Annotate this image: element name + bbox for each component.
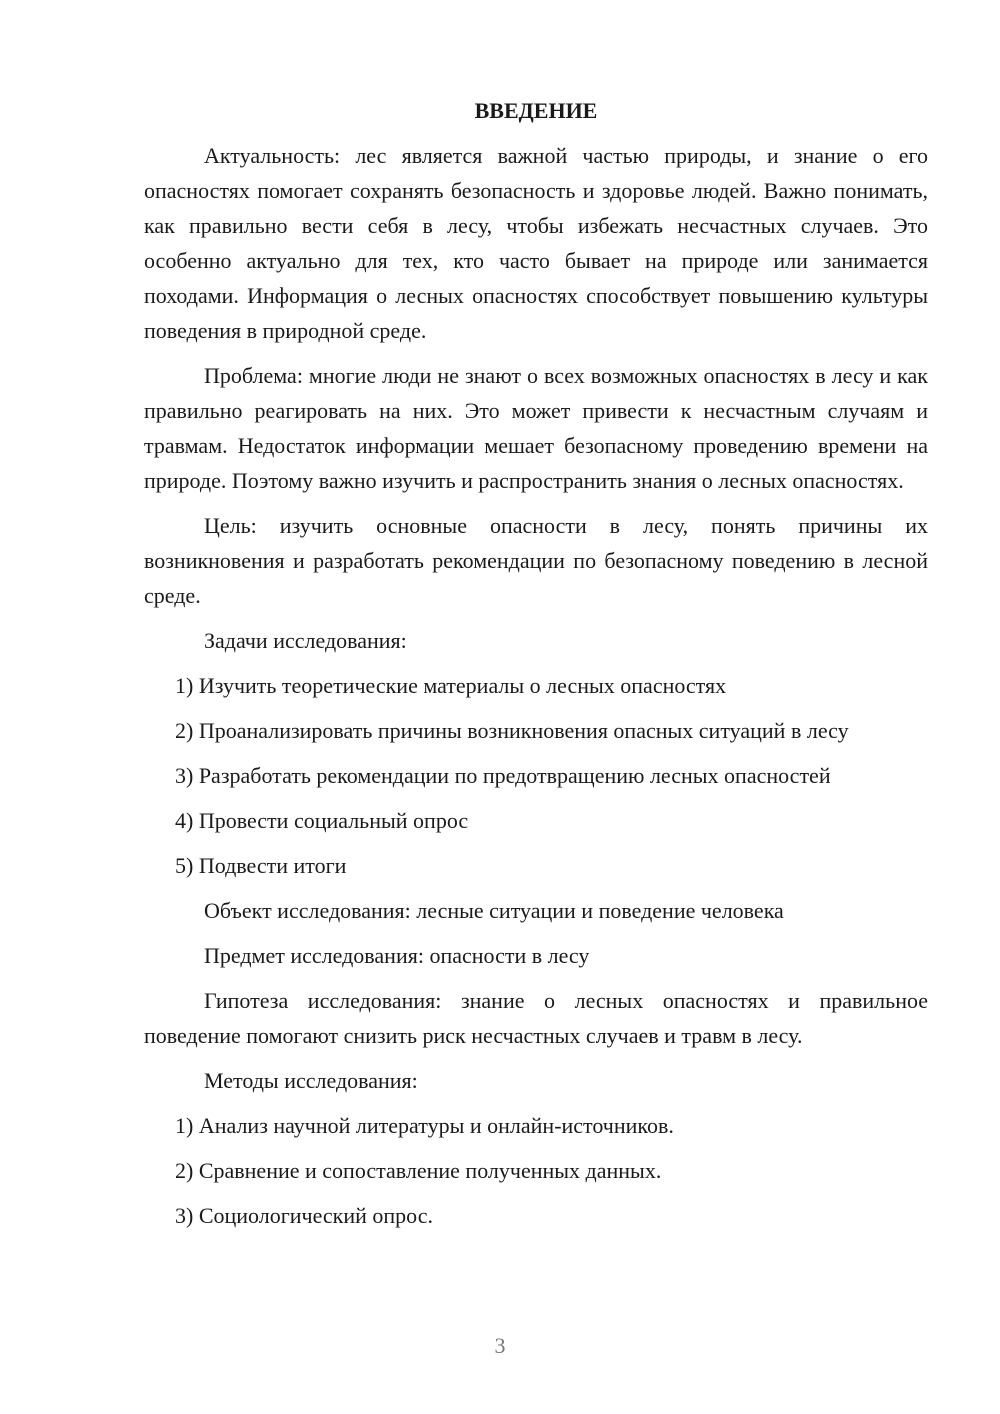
- method-item-1: 1) Анализ научной литературы и онлайн-источников.: [175, 1113, 674, 1138]
- goal-paragraph: Цель: изучить основные опасности в лесу, понять причины их возникновения и разработать рекомендации по безопасному поведению в лесной среде.: [144, 513, 928, 608]
- page-title: ВВЕДЕНИЕ: [474, 98, 598, 123]
- method-item-2: 2) Сравнение и сопоставление полученных данных.: [175, 1158, 662, 1183]
- page-content: [144, 93, 928, 1243]
- tasks-heading: Задачи исследования:: [204, 628, 407, 653]
- research-object: Объект исследования: лесные ситуации и поведение человека: [204, 898, 784, 923]
- page-number: 3: [494, 1333, 506, 1358]
- methods-heading: Методы исследования:: [204, 1068, 418, 1093]
- task-item-4: 4) Провести социальный опрос: [175, 808, 469, 833]
- hypothesis-paragraph: Гипотеза исследования: знание о лесных опасностях и правильное поведение помогают снизить риск несчастных случаев и травм в лесу.: [144, 988, 928, 1048]
- method-item-3: 3) Социологический опрос.: [175, 1203, 433, 1228]
- task-item-2: 2) Проанализировать причины возникновения опасных ситуаций в лесу: [175, 718, 849, 743]
- task-item-5: 5) Подвести итоги: [175, 853, 347, 878]
- relevance-paragraph: Актуальность: лес является важной частью природы, и знание о его опасностях помогает сохранять безопасность и здоровье людей. Важно понимать, как правильно вести себя в лесу, чтобы избежать несчастных случаев. Это особенно актуально для тех, кто часто бывает на природе или занимается походами. Информация о лесных опасностях способствует повышению культуры поведения в природной среде.: [144, 143, 928, 343]
- research-subject: Предмет исследования: опасности в лесу: [204, 943, 590, 968]
- problem-paragraph: Проблема: многие люди не знают о всех возможных опасностях в лесу и как правильно реагировать на них. Это может привести к несчастным случаям и травмам. Недостаток информации мешает безопасному проведению времени на природе. Поэтому важно изучить и распространить знания о лесных опасностях.: [144, 363, 928, 493]
- task-item-3: 3) Разработать рекомендации по предотвращению лесных опасностей: [175, 763, 831, 788]
- task-item-1: 1) Изучить теоретические материалы о лесных опасностях: [175, 673, 727, 698]
